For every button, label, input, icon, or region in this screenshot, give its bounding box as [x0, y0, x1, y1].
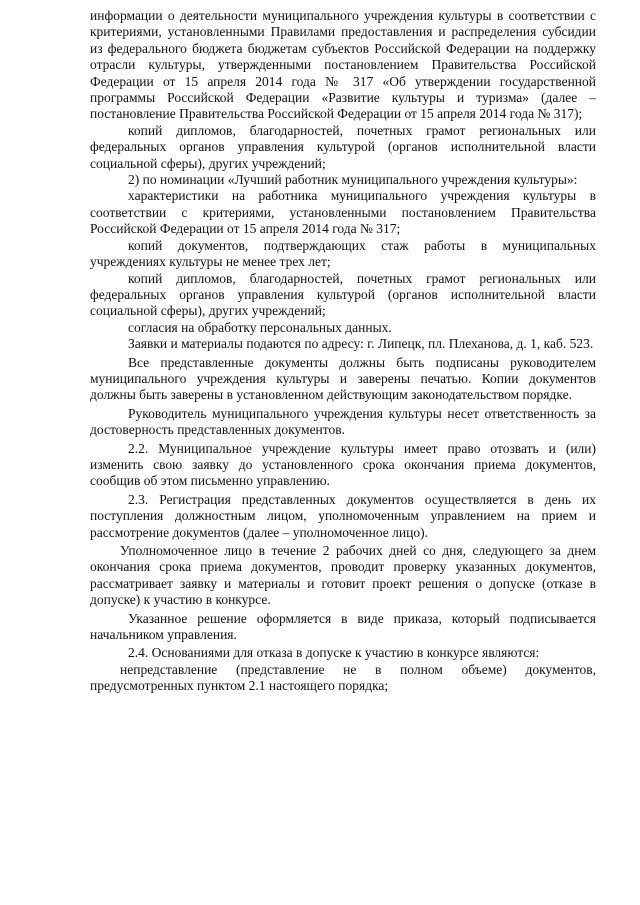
paragraph: характеристики на работника муниципального учреждения культуры в соответствии с критериями, установленными постановлением Правительства Российской Федерации от 15 апреля 2014 года № 317; [90, 188, 596, 237]
paragraph: Указанное решение оформляется в виде приказа, который подписывается начальником управления. [90, 610, 596, 643]
paragraph: 2.2. Муниципальное учреждение культуры имеет право отозвать и (или) изменить свою заявку до установленного срока окончания приема документов, сообщив об этом письменно управлению. [90, 440, 596, 489]
paragraph: согласия на обработку персональных данных. [128, 319, 392, 335]
paragraph: 2) по номинации «Лучший работник муниципального учреждения культуры»: [128, 172, 578, 188]
paragraph: информации о деятельности муниципального учреждения культуры в соответствии с критериями, установленными Правилами предоставления и распределения субсидии из федерального бюджета бюджетам субъектов Российской Федерации на поддержку отрасли культуры, утвержденными постановлением Правительства Российской Федерации от 15 апреля 2014 года № 317 «Об утверждении государственной программы Российской Федерации «Развитие культуры и туризма» (далее – постановление Правительства Российской Федерации от 15 апреля 2014 года № 317); [90, 8, 596, 122]
paragraph: 2.4. Основаниями для отказа в допуске к участию в конкурсе являются: [128, 645, 540, 661]
paragraph: Заявки и материалы подаются по адресу: г. Липецк, пл. Плеханова, д. 1, каб. 523. [128, 336, 594, 352]
paragraph: копий дипломов, благодарностей, почетных грамот региональных или федеральных органов управления культурой (органов исполнительной власти социальной сферы), других учреждений; [90, 270, 596, 319]
paragraph: Все представленные документы должны быть подписаны руководителем муниципального учреждения культуры и заверены печатью. Копии документов должны быть заверены в установленном действующим законодательством порядке. [90, 354, 596, 403]
paragraph: непредставление (представление не в полном объеме) документов, предусмотренных пунктом 2.1 настоящего порядка; [90, 661, 596, 694]
paragraph: копий дипломов, благодарностей, почетных грамот региональных или федеральных органов управления культурой (органов исполнительной власти социальной сферы), других учреждений; [90, 122, 596, 171]
document-page [90, 8, 596, 695]
paragraph: Руководитель муниципального учреждения культуры несет ответственность за достоверность представленных документов. [90, 405, 596, 438]
paragraph: копий документов, подтверждающих стаж работы в муниципальных учреждениях культуры не менее трех лет; [90, 237, 596, 270]
paragraph: Уполномоченное лицо в течение 2 рабочих дней со дня, следующего за днем окончания срока приема документов, проводит проверку указанных документов, рассматривает заявку и материалы и готовит проект решения о допуске (отказе в допуске) к участию в конкурсе. [90, 543, 596, 608]
paragraph: 2.3. Регистрация представленных документов осуществляется в день их поступления должностным лицом, уполномоченным управлением на прием и рассмотрение документов (далее – уполномоченное лицо). [90, 491, 596, 540]
